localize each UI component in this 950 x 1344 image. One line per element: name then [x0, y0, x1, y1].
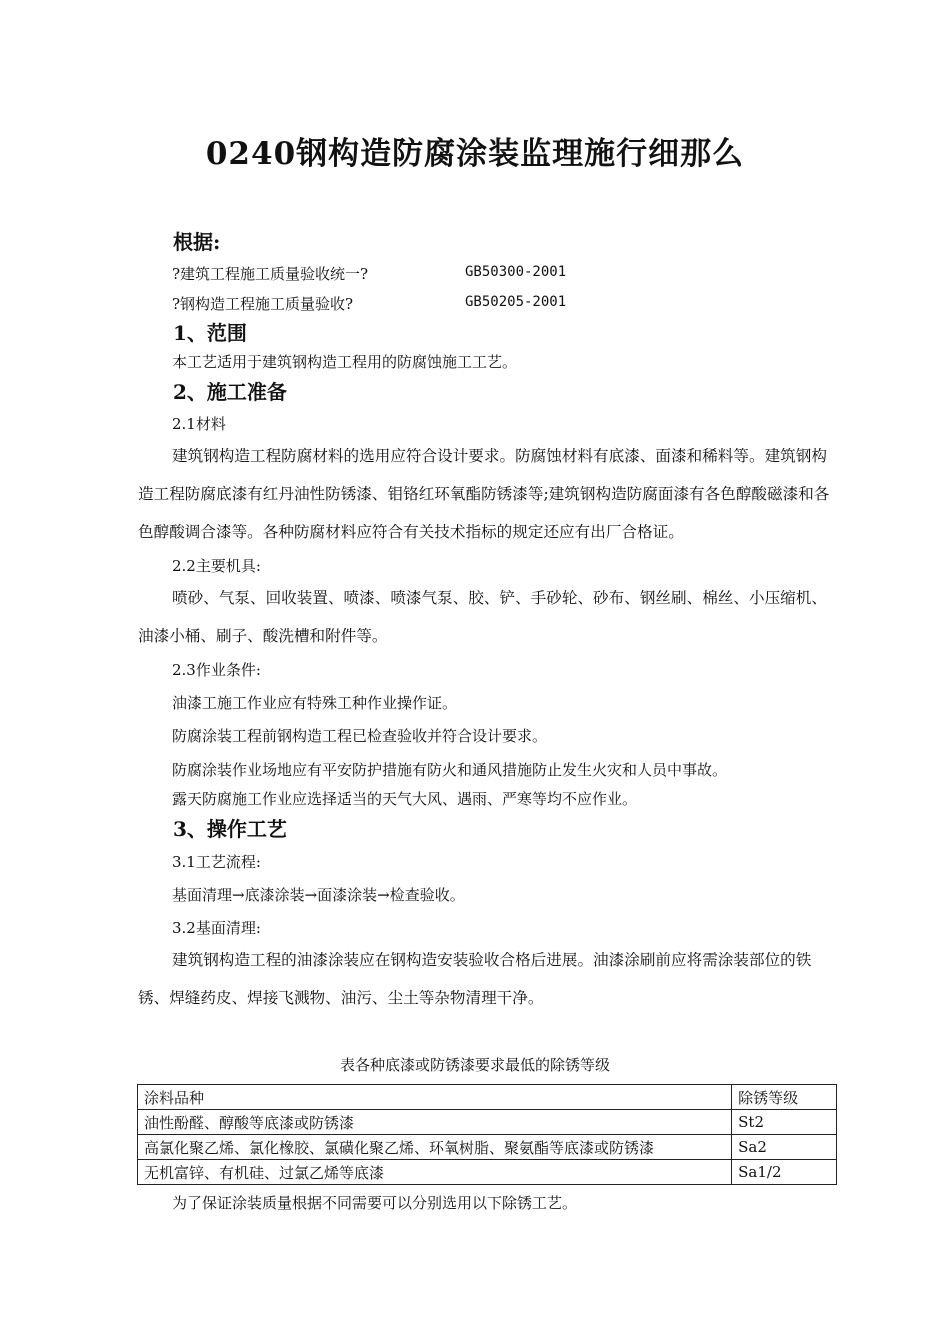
reference-name-1: ?建筑工程施工质量验收统一?	[172, 265, 369, 283]
table-row	[138, 1110, 837, 1135]
condition-1: 油漆工施工作业应有特殊工种作业操作证。	[172, 694, 458, 712]
rust-removal-table	[137, 1084, 837, 1185]
section3-heading: 3、操作工艺	[173, 817, 287, 841]
section1-text: 本工艺适用于建筑钢构造工程用的防腐蚀施工工艺。	[172, 353, 518, 371]
basis-heading: 根据:	[173, 230, 221, 254]
reference-code-2: GB50205-2001	[465, 294, 567, 310]
subsection-3-2: 3.2基面清理:	[172, 919, 261, 937]
subsection-2-1: 2.1材料	[172, 415, 226, 433]
closing-text: 为了保证涂装质量根据不同需要可以分别选用以下除锈工艺。	[172, 1194, 578, 1212]
table-header-cell: 除锈等级	[732, 1085, 837, 1110]
table-caption: 表各种底漆或防锈漆要求最低的除锈等级	[339, 1056, 610, 1074]
table-cell: 高氯化聚乙烯、氯化橡胶、氯磺化聚乙烯、环氧树脂、聚氨酯等底漆或防锈漆	[138, 1135, 732, 1160]
tools-paragraph	[138, 579, 838, 655]
reference-name-2: ?钢构造工程施工质量验收?	[172, 295, 354, 313]
document-title: 0240钢构造防腐涂装监理施行细那么	[205, 136, 745, 172]
table-row	[138, 1160, 837, 1185]
cleaning-text: 建筑钢构造工程的油漆涂装应在钢构造安装验收合格后进展。油漆涂刷前应将需涂装部位的铁锈、焊缝药皮、焊接飞溅物、油污、尘土等杂物清理干净。	[138, 951, 812, 1007]
section2-heading: 2、施工准备	[173, 380, 287, 404]
condition-2: 防腐涂装工程前钢构造工程已检查验收并符合设计要求。	[172, 727, 548, 745]
subsection-2-3: 2.3作业条件:	[172, 661, 261, 679]
table-header-cell: 涂料品种	[138, 1085, 732, 1110]
tools-text: 喷砂、气泵、回收装置、喷漆、喷漆气泵、胶、铲、手砂轮、砂布、钢丝刷、棉丝、小压缩机、油漆小桶、刷子、酸洗槽和附件等。	[138, 589, 827, 645]
table-header-row	[138, 1085, 837, 1110]
flow-text: 基面清理→底漆涂装→面漆涂装→检查验收。	[172, 886, 465, 904]
table-cell: 油性酚醛、醇酸等底漆或防锈漆	[138, 1110, 732, 1135]
condition-3: 防腐涂装作业场地应有平安防护措施有防火和通风措施防止发生火灾和人员中事故。	[172, 761, 728, 779]
cleaning-paragraph	[138, 941, 838, 1017]
table-cell: Sa2	[732, 1135, 837, 1160]
section1-heading: 1、范围	[173, 321, 247, 345]
table-cell: Sa1/2	[732, 1160, 837, 1185]
condition-4: 露天防腐施工作业应选择适当的天气大风、遇雨、严寒等均不应作业。	[172, 790, 638, 808]
subsection-2-2: 2.2主要机具:	[172, 557, 261, 575]
table-row	[138, 1135, 837, 1160]
table-cell: 无机富锌、有机硅、过氯乙烯等底漆	[138, 1160, 732, 1185]
materials-text: 建筑钢构造工程防腐材料的选用应符合设计要求。防腐蚀材料有底漆、面漆和稀料等。建筑钢构造工程防腐底漆有红丹油性防锈漆、钼铬红环氧酯防锈漆等;建筑钢构造防腐面漆有各色醇酸磁漆和各色醇酸调合漆等。各种防腐材料应符合有关技术指标的规定还应有出厂合格证。	[138, 447, 830, 541]
materials-paragraph	[138, 437, 838, 551]
table-cell: St2	[732, 1110, 837, 1135]
reference-code-1: GB50300-2001	[465, 264, 567, 280]
subsection-3-1: 3.1工艺流程:	[172, 853, 261, 871]
